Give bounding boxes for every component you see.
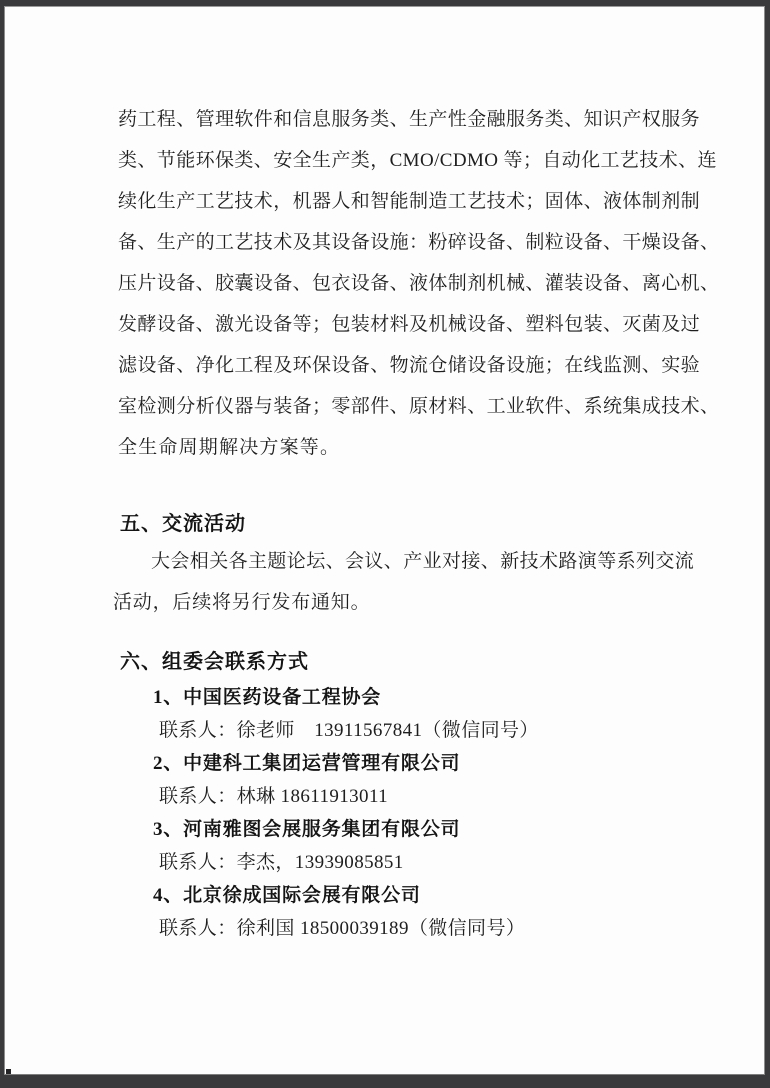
exchange-text-line: 大会相关各主题论坛、会议、产业对接、新技术路演等系列交流: [151, 551, 695, 572]
contact-person-phone: 联系人：徐老师 13911567841（微信同号）: [159, 720, 539, 741]
exchange-text-line: 活动，后续将另行发布通知。: [113, 592, 371, 613]
body-text-line: 滤设备、净化工程及环保设备、物流仓储设备设施；在线监测、实验: [118, 355, 701, 376]
section-heading-committee-contacts: 六、组委会联系方式: [120, 651, 309, 673]
contact-org-name: 2、中建科工集团运营管理有限公司: [153, 753, 461, 774]
body-text-line: 续化生产工艺技术，机器人和智能制造工艺技术；固体、液体制剂制: [118, 191, 701, 212]
contacts-list: [5, 681, 766, 945]
exchange-activities-paragraph: [113, 541, 695, 623]
contact-org-name: 4、北京徐成国际会展有限公司: [153, 885, 421, 906]
section-heading-exchange-activities: 五、交流活动: [120, 513, 246, 535]
contact-org-name: 3、河南雅图会展服务集团有限公司: [153, 819, 461, 840]
contact-person-phone: 联系人：林琳 18611913011: [159, 786, 389, 807]
body-text-line: 发酵设备、激光设备等；包装材料及机械设备、塑料包装、灭菌及过: [118, 314, 701, 335]
body-text-line: 药工程、管理软件和信息服务类、生产性金融服务类、知识产权服务: [118, 109, 701, 130]
body-text-line: 室检测分析仪器与装备；零部件、原材料、工业软件、系统集成技术、: [118, 396, 720, 417]
body-text-line: 压片设备、胶囊设备、包衣设备、液体制剂机械、灌装设备、离心机、: [118, 273, 720, 294]
contact-person-phone: 联系人：徐利国 18500039189（微信同号）: [159, 918, 526, 939]
contact-person-phone: 联系人：李杰，13939085851: [159, 852, 404, 873]
scan-artifact-speck: [6, 1069, 11, 1074]
body-text-line: 全生命周期解决方案等。: [118, 437, 341, 458]
body-text-line: 类、节能环保类、安全生产类，CMO/CDMO 等；自动化工艺技术、连: [118, 150, 717, 171]
contact-org-name: 1、中国医药设备工程协会: [153, 687, 382, 708]
scope-paragraph: [118, 99, 720, 468]
document-page: [4, 6, 765, 1075]
body-text-line: 备、生产的工艺技术及其设备设施：粉碎设备、制粒设备、干燥设备、: [118, 232, 720, 253]
